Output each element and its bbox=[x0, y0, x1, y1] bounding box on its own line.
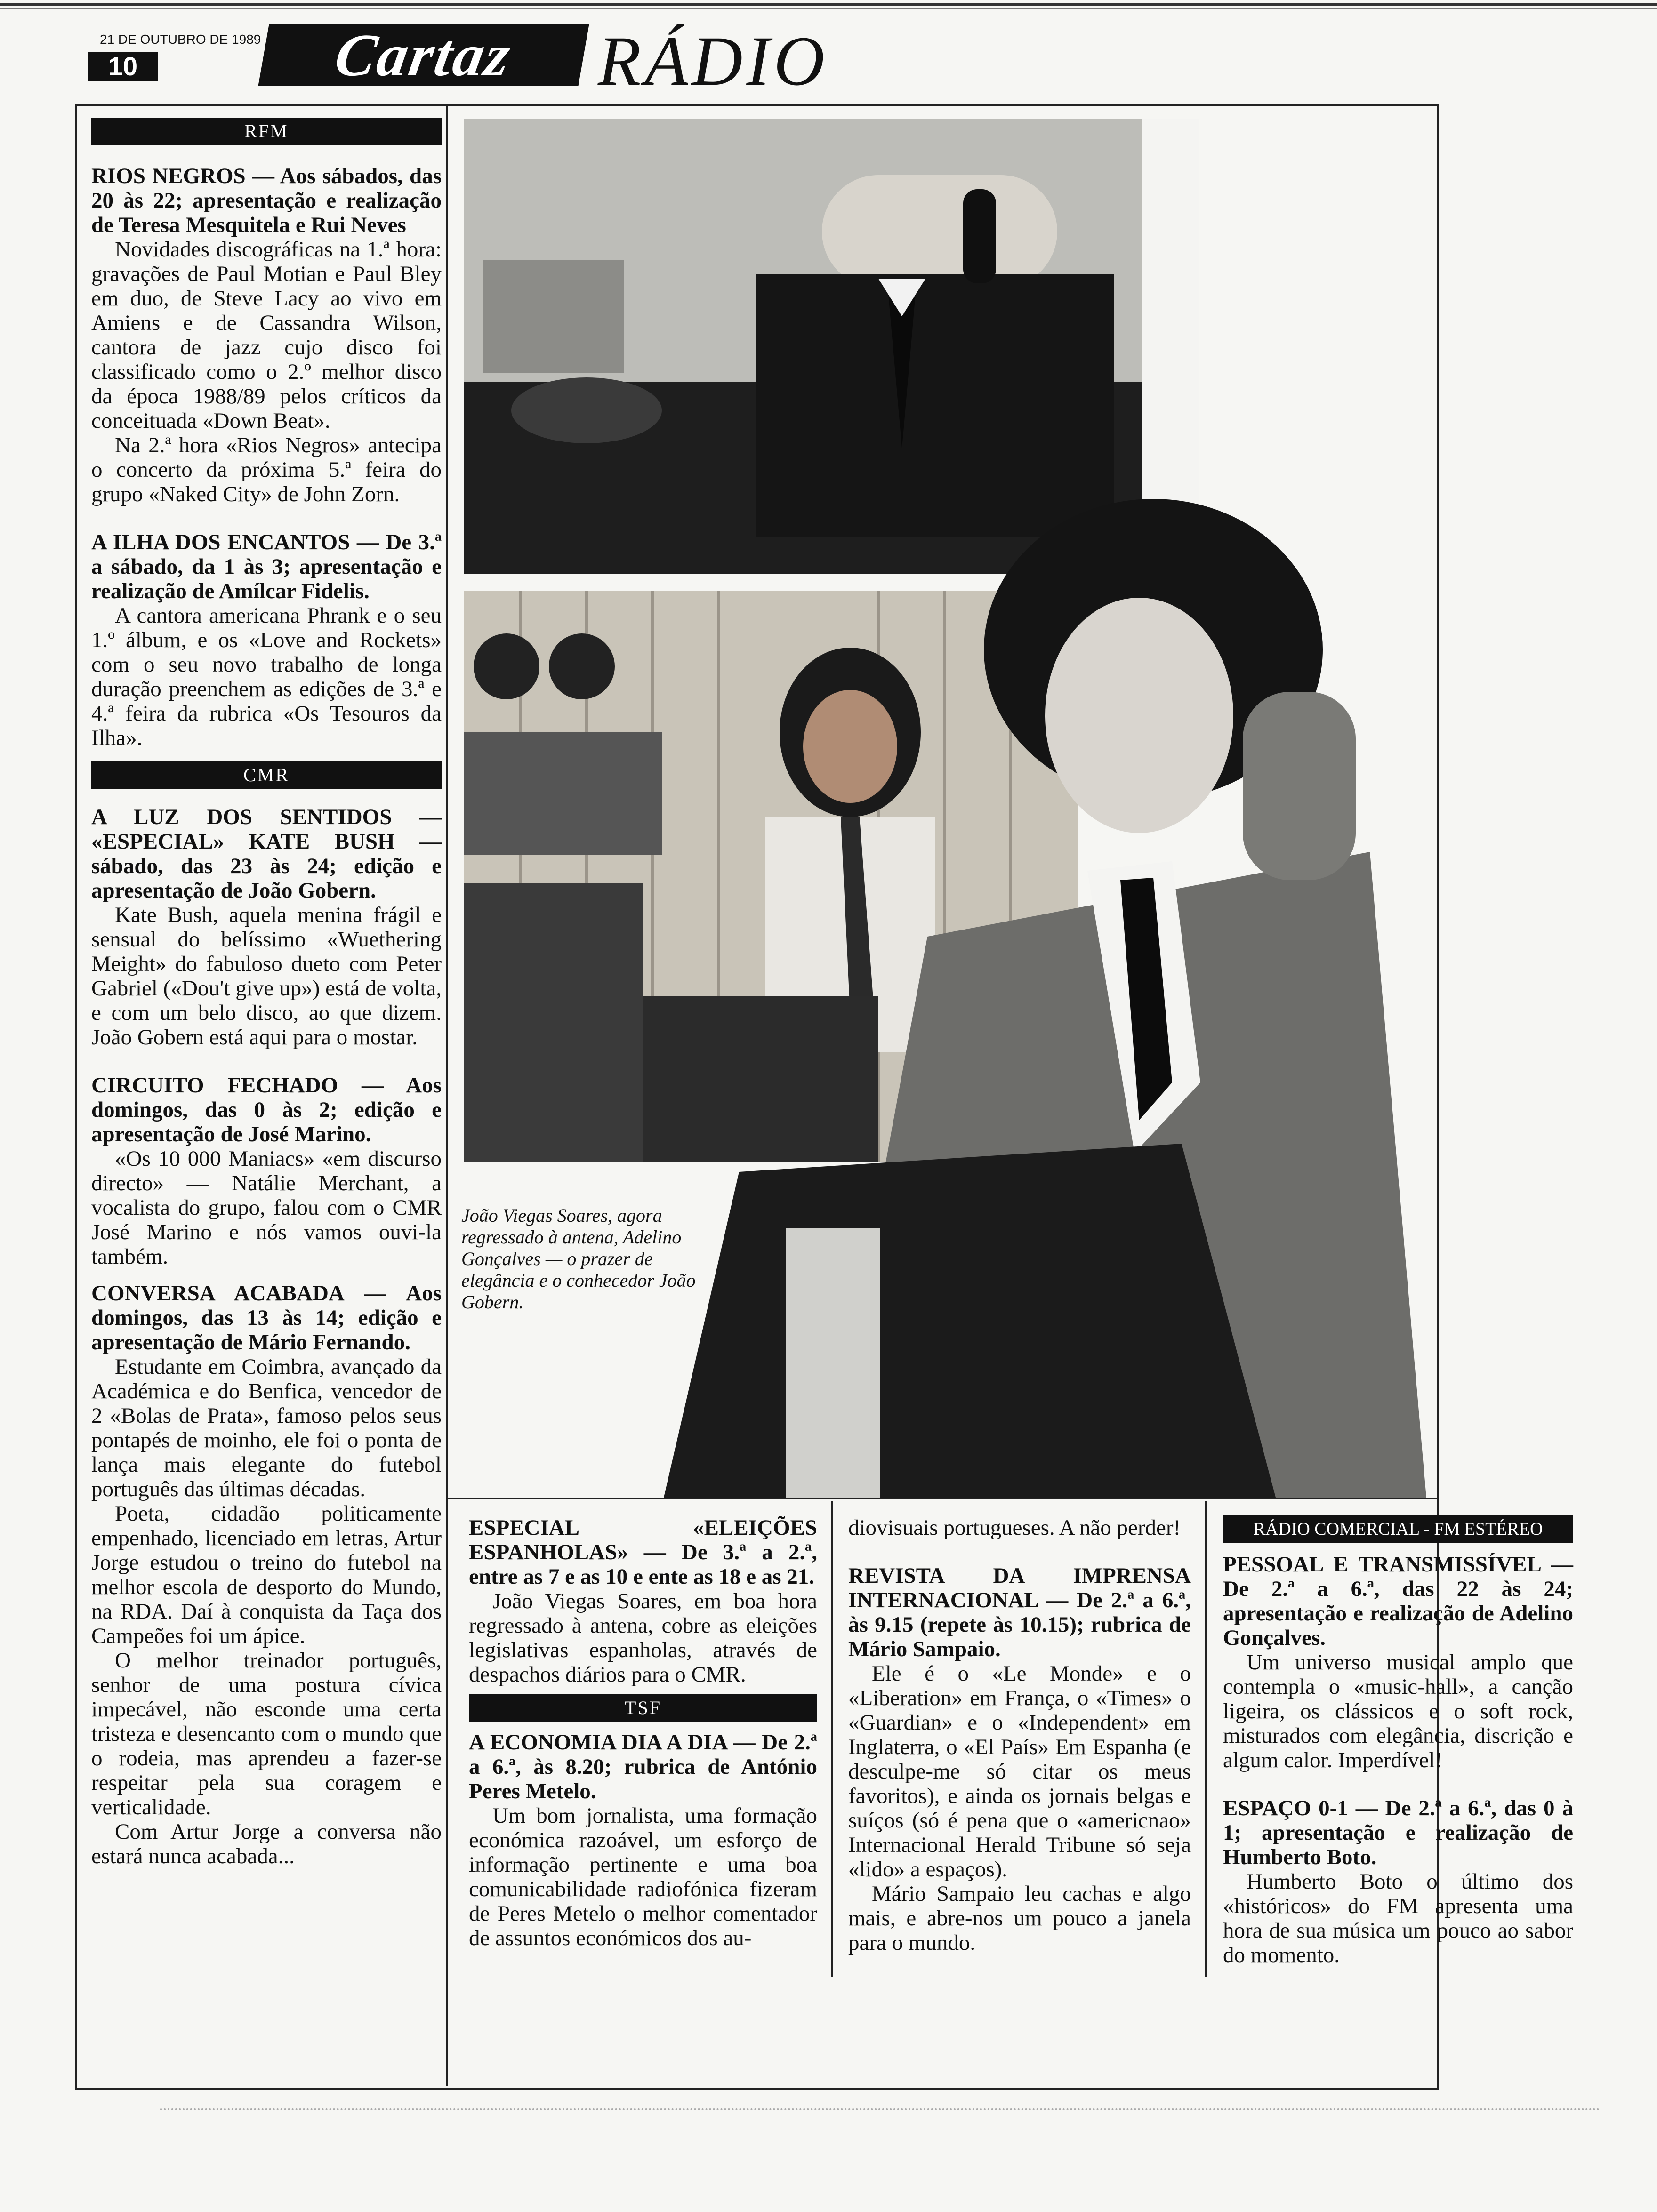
issue-date: 21 DE OUTUBRO DE 1989 bbox=[100, 32, 261, 47]
conversa-acabada-text-1: Estudante em Coimbra, avançado da Académica e do Benfica, vencedor de 2 «Bolas de Prata», famoso pelos seus pontapés de moinho, ele foi o ponta de lança mais elegante do futebol português das últimas décadas. bbox=[91, 1354, 442, 1501]
conversa-acabada-heading: CONVERSA ACABADA — Aos domingos, das 13 às 14; edição e apresentação de Mário Fernando. bbox=[91, 1281, 442, 1354]
bottom-dotted-rule bbox=[160, 2108, 1601, 2110]
pessoal-transmissivel-heading: PESSOAL E TRANSMISSÍVEL — De 2.ª a 6.ª, das 22 às 24; apresentação e realização de Adelino Gonçalves. bbox=[1223, 1552, 1573, 1650]
column-rule-bottom-1 bbox=[831, 1501, 833, 1977]
rfm-label: RFM bbox=[91, 118, 442, 145]
circuito-fechado-text: «Os 10 000 Maniacs» «em discurso directo» — Natálie Merchant, a vocalista do grupo, falou com o CMR José Marino e nós vamos ouvi-la também. bbox=[91, 1146, 442, 1269]
column-rule-bottom-2 bbox=[1205, 1501, 1207, 1977]
photo-curly-haired-man bbox=[664, 494, 1436, 1498]
rios-negros-heading: RIOS NEGROS — Aos sábados, das 20 às 22; apresentação e realização de Teresa Mesquitela e Rui Neves bbox=[91, 164, 442, 237]
economia-dia-text: Um bom jornalista, uma formação económica razoável, um esforço de informação pertinente e uma boa comunicabilidade radiofónica fizeram de Peres Metelo o melhor comentador de assuntos económicos dos au- bbox=[469, 1803, 817, 1950]
eleicoes-espanholas-text: João Viegas Soares, em boa hora regressado à antena, cobre as eleições legislativas espanholas, através de despachos diários para o CMR. bbox=[469, 1589, 817, 1687]
pessoal-transmissivel-text: Um universo musical amplo que contempla o «music-hall», a canção ligeira, os clássicos e o soft rock, misturados com elegância, discrição e algum calor. Imperdível! bbox=[1223, 1650, 1573, 1772]
revista-imprensa-heading: REVISTA DA IMPRENSA INTERNACIONAL — De 2.ª a 6.ª, às 9.15 (repete às 10.15); rubrica de Mário Sampaio. bbox=[848, 1563, 1191, 1661]
rios-negros-text-1: Novidades discográficas na 1.ª hora: gravações de Paul Motian e Paul Bley em duo, de Steve Lacy ao vivo em Amiens e de Cassandra Wilson, cantora de jazz cujo disco foi classificado como o 2.º melhor disco da época 1988/89 pelos críticos da conceituada «Down Beat». bbox=[91, 237, 442, 433]
horizontal-divider bbox=[446, 1498, 1437, 1499]
section-title: RÁDIO bbox=[598, 22, 828, 100]
page-number: 10 bbox=[88, 52, 158, 81]
bottom-column-3 bbox=[1223, 1515, 1573, 1967]
tsf-label: TSF bbox=[469, 1694, 817, 1722]
espaco-0-1-heading: ESPAÇO 0-1 — De 2.ª a 6.ª, das 0 à 1; apresentação e realização de Humberto Boto. bbox=[1223, 1796, 1573, 1869]
luz-sentidos-text: Kate Bush, aquela menina frágil e sensual do belíssimo «Wuethering Meight» do fabuloso dueto com Peter Gabriel («Dou't give up») está de volta, e com um belo disco, ao que dizem. João Gobern está aqui para o mostar. bbox=[91, 903, 442, 1050]
bottom-column-1 bbox=[469, 1515, 817, 1950]
top-rule-thin bbox=[0, 8, 1657, 9]
eleicoes-espanholas-heading: ESPECIAL «ELEIÇÕES ESPANHOLAS» — De 3.ª a 2.ª, entre as 7 e as 10 e ente as 18 e as 21. bbox=[469, 1515, 817, 1589]
cmr-label: CMR bbox=[91, 761, 442, 789]
audiovisuais-continuation: diovisuais portugueses. A não perder! bbox=[848, 1515, 1181, 1540]
bottom-column-2 bbox=[848, 1515, 1191, 1955]
revista-imprensa-text-1: Ele é o «Le Monde» e o «Liberation» em França, o «Times» o «Guardian» e o «Independent» em Inglaterra, o «El País» Em Espanha (e desculpe-me só citar os meus favoritos), e ainda os jornais belgas e suíços (só é pena que o «americnao» Internacional Herald Tribune só seja «lido» a espaços). bbox=[848, 1661, 1191, 1882]
conversa-acabada-text-4: Com Artur Jorge a conversa não estará nunca acabada... bbox=[91, 1819, 442, 1868]
ilha-encantos-heading: A ILHA DOS ENCANTOS — De 3.ª a sábado, da 1 às 3; apresentação e realização de Amílcar Fidelis. bbox=[91, 530, 442, 603]
conversa-acabada-text-3: O melhor treinador português, senhor de uma postura cívica impecável, não esconde uma certa tristeza e desencanto com o mundo que o rodeia, mas aprendeu a fazer-se respeitar pela sua coragem e verticalidade. bbox=[91, 1648, 442, 1819]
column-rule-left bbox=[446, 104, 448, 2086]
cartaz-logo: Cartaz bbox=[258, 24, 589, 86]
photo-caption: João Viegas Soares, agora regressado à antena, Adelino Gonçalves — o prazer de elegância e o conhecedor João Gobern. bbox=[461, 1205, 696, 1313]
ilha-encantos-text: A cantora americana Phrank e o seu 1.º álbum, e os «Love and Rockets» com o seu novo trabalho de longa duração preenchem as edições de 3.ª e 4.ª feira da rubrica «Os Tesouros da Ilha». bbox=[91, 603, 442, 750]
top-rule bbox=[0, 3, 1657, 6]
economia-dia-heading: A ECONOMIA DIA A DIA — De 2.ª a 6.ª, às 8.20; rubrica de António Peres Metelo. bbox=[469, 1730, 817, 1803]
revista-imprensa-text-2: Mário Sampaio leu cachas e algo mais, e abre-nos um pouco a janela para o mundo. bbox=[848, 1882, 1191, 1955]
espaco-0-1-text: Humberto Boto o último dos «históricos» do FM apresenta uma hora de sua música um pouco ao sabor do momento. bbox=[1223, 1869, 1573, 1967]
curly-man-illustration bbox=[664, 494, 1436, 1498]
left-column bbox=[91, 118, 442, 1868]
radio-comercial-label: RÁDIO COMERCIAL - FM ESTÉREO bbox=[1223, 1515, 1573, 1543]
circuito-fechado-heading: CIRCUITO FECHADO — Aos domingos, das 0 às 2; edição e apresentação de José Marino. bbox=[91, 1073, 442, 1146]
rios-negros-text-2: Na 2.ª hora «Rios Negros» antecipa o concerto da próxima 5.ª feira do grupo «Naked City» de John Zorn. bbox=[91, 433, 442, 506]
luz-sentidos-heading: A LUZ DOS SENTIDOS — «ESPECIAL» KATE BUSH — sábado, das 23 às 24; edição e apresentação de João Gobern. bbox=[91, 805, 442, 903]
conversa-acabada-text-2: Poeta, cidadão politicamente empenhado, licenciado em letras, Artur Jorge estudou o treino do futebol na melhor escola de desporto do Mundo, na RDA. Daí à conquista da Taça dos Campeões foi um ápice. bbox=[91, 1501, 442, 1648]
